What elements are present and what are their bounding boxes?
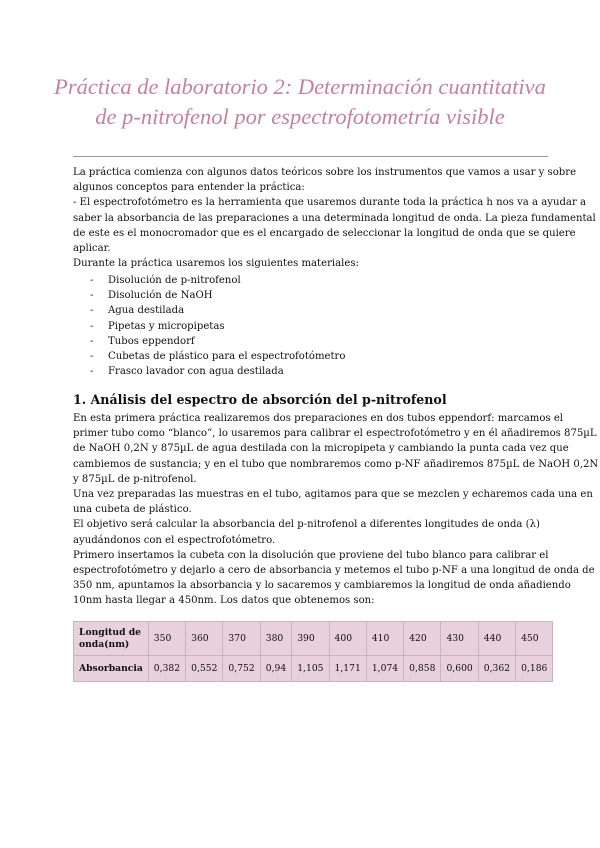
section-line: 350 nm, apuntamos la absorbancia y lo sacaremos y cambiaremos la longitud de onda añadiendo <box>73 580 571 592</box>
section-line: de NaOH 0,2N y 875µL de agua destilada con la micropipeta y cambiando la punta cada vez que <box>73 443 569 455</box>
intro-line: algunos conceptos para entender la práctica: <box>73 182 305 194</box>
section-paragraph <box>73 411 599 609</box>
table-cell: 0,552 <box>186 656 223 682</box>
list-item: - Agua destilada <box>90 305 185 317</box>
table-row <box>74 656 553 682</box>
materials-list <box>90 273 345 379</box>
section-line: Una vez preparadas las muestras en el tubo, agitamos para que se mezclen y echaremos cada una en <box>73 489 593 501</box>
intro-line: aplicar. <box>73 243 111 255</box>
table-header-cell: Longitud de onda(nm) <box>74 622 149 656</box>
section-line: y 875µL de p-nitrofenol. <box>73 473 197 485</box>
intro-line: de este es el monocromador que es el encargado de seleccionar la longitud de onda que se quiere <box>73 227 576 239</box>
title-line-1: Práctica de laboratorio 2: Determinación cuantitativa <box>54 74 546 99</box>
section-line: cambiemos de sustancia; y en el tubo que nombraremos como p-NF añadiremos 875µL de NaOH 0,2N <box>73 458 599 470</box>
table-cell: 430 <box>441 622 478 656</box>
title-line-2: de p-nitrofenol por espectrofotometría visible <box>95 104 505 129</box>
section-line: primer tubo como “blanco”, lo usaremos para calibrar el espectrofotómetro y en él añadiremos 875µL <box>73 428 597 440</box>
table-cell: 410 <box>366 622 403 656</box>
list-item: - Disolución de p-nitrofenol <box>90 275 241 286</box>
intro-paragraph <box>73 165 596 271</box>
section-line: Primero insertamos la cubeta con la disolución que proviene del tubo blanco para calibrar el <box>73 549 549 561</box>
table-cell: 350 <box>148 622 185 656</box>
list-item: - Frasco lavador con agua destilada <box>90 366 284 378</box>
table-cell: 390 <box>292 622 329 656</box>
section-heading: 1. Análisis del espectro de absorción del p-nitrofenol <box>73 392 447 407</box>
list-item: - Disolución de NaOH <box>90 290 213 302</box>
section-line: una cubeta de plástico. <box>73 504 192 516</box>
section-line: espectrofotómetro y dejarlo a cero de absorbancia y metemos el tubo p-NF a una longitud de onda de <box>73 565 595 577</box>
table-cell: 1,105 <box>292 656 329 682</box>
intro-line: saber la absorbancia de las preparaciones a una determinada longitud de onda. La pieza fundamental <box>73 212 596 224</box>
table-cell: 400 <box>329 622 366 656</box>
table-cell: 1,171 <box>329 656 366 682</box>
table-cell: 440 <box>478 622 515 656</box>
list-item: - Cubetas de plástico para el espectrofotómetro <box>90 351 346 363</box>
absorbance-table <box>73 621 553 682</box>
section-line: ayudándonos con el espectrofotómetro. <box>73 534 276 546</box>
table-cell: 450 <box>516 622 553 656</box>
document-title <box>40 72 560 132</box>
table-cell: 0,94 <box>260 656 291 682</box>
title-divider <box>73 156 548 157</box>
table-row <box>74 622 553 656</box>
table-cell: 0,362 <box>478 656 515 682</box>
section-line: 10nm hasta llegar a 450nm. Los datos que obtenemos son: <box>73 595 375 607</box>
table-cell: 370 <box>223 622 260 656</box>
table-cell: 0,382 <box>148 656 185 682</box>
table-cell: 380 <box>260 622 291 656</box>
table-cell: 360 <box>186 622 223 656</box>
table-cell: 1,074 <box>366 656 403 682</box>
table-cell: 0,858 <box>404 656 441 682</box>
table-cell: 420 <box>404 622 441 656</box>
table-cell: 0,600 <box>441 656 478 682</box>
table-header-cell: Absorbancia <box>74 656 149 682</box>
intro-line: Durante la práctica usaremos los siguientes materiales: <box>73 258 359 270</box>
table-cell: 0,186 <box>516 656 553 682</box>
section-line: El objetivo será calcular la absorbancia del p-nitrofenol a diferentes longitudes de onda (λ) <box>73 519 540 531</box>
intro-line: - El espectrofotómetro es la herramienta que usaremos durante toda la práctica h nos va a ayudar a <box>73 197 586 209</box>
section-line: En esta primera práctica realizaremos dos preparaciones en dos tubos eppendorf: marcamos el <box>73 413 564 424</box>
table-cell: 0,752 <box>223 656 260 682</box>
list-item: - Pipetas y micropipetas <box>90 320 225 332</box>
intro-line: La práctica comienza con algunos datos teóricos sobre los instrumentos que vamos a usar y sobre <box>73 167 577 178</box>
list-item: - Tubos eppendorf <box>90 335 195 347</box>
